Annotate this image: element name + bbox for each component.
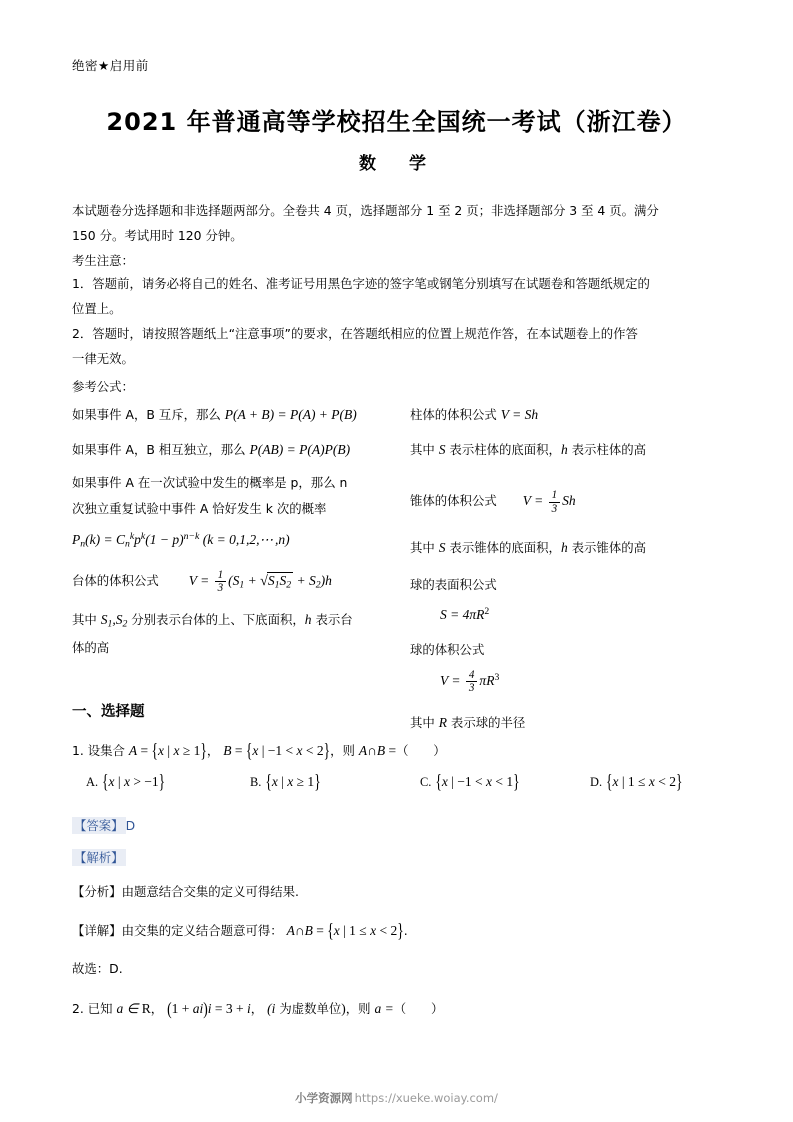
question-1-number: 1. (72, 743, 84, 759)
intro-line-2: 150 分。考试用时 120 分钟。 (72, 227, 243, 243)
question-2-sep3: ，则 (345, 1000, 371, 1016)
question-1-expr: A∩B = (358, 743, 397, 759)
formula-binomial-text-b: 次独立重复试验中事件 A 恰好发生 k 次的概率 (72, 500, 327, 516)
formula-1-math: P(A + B) = P(A) + P(B) (224, 407, 357, 423)
question-1-fenxi (72, 880, 721, 904)
xiangjie-math: A∩B = {x | 1 ≤ x < 2} (286, 919, 404, 941)
formula-binomial-math: $P_n(k) = C_n^kp^k(1 - p)^{n-k}$ (k = 0,1,2,⋯,n) (72, 530, 290, 550)
xiangjie-text: 由交集的定义结合题意可得： (121, 922, 283, 938)
subject-title: 数 学 (359, 154, 434, 174)
formula-sphere-volume-text: 球的体积公式 (410, 642, 485, 658)
formula-prism-note: 其中 S 表示柱体的底面积，h 表示柱体的高 (410, 441, 646, 457)
fenxi-text: 由题意结合交集的定义可得结果. (121, 884, 299, 900)
question-1-answer (72, 816, 721, 834)
formula-mutually-exclusive (72, 402, 402, 428)
xiangjie-end: . (403, 922, 408, 938)
page-title: 2021 年普通高等学校招生全国统一考试（浙江卷） (106, 108, 687, 136)
question-1-conclusion: 故选：D. (72, 961, 123, 977)
formula-1-text: 如果事件 A，B 互斥，那么 (72, 407, 221, 423)
formula-binomial-text-a: 如果事件 A 在一次试验中发生的概率是 p，那么 n (72, 475, 348, 491)
question-1-set-a: A = {x | x ≥ 1} (128, 739, 207, 762)
intro-line-1: 本试题卷分选择题和非选择题两部分。全卷共 4 页，选择题部分 1 至 2 页；非选择题部分 3 至 4 页。满分 (72, 203, 659, 218)
choice-b-text: {x | x ≥ 1} (265, 770, 321, 793)
watermark-logo: 小学资源网 (295, 1091, 353, 1105)
formula-4-text: 台体的体积公式 (72, 572, 159, 588)
choice-b-label: B. (250, 775, 262, 790)
formula-g1-math: V = Sh (500, 407, 539, 423)
formula-frustum-note-b: 体的高 (72, 640, 110, 656)
section-title-choice: 一、选择题 (72, 704, 145, 721)
choice-d-label: D. (590, 775, 603, 790)
question-2-cond: a ∈ R (116, 1000, 151, 1016)
formula-prism-volume (410, 402, 722, 428)
question-2-stem (72, 995, 721, 1022)
formula-sphere-note: 其中 R 表示球的半径 (410, 715, 526, 731)
question-2-expr: a = (374, 1000, 394, 1016)
choice-d[interactable] (590, 770, 683, 793)
notice-2a: 2．答题时，请按照答题纸上“注意事项”的要求，在答题纸相应的位置上规范作答，在本试题卷上的作答 (72, 325, 638, 341)
question-2-equation: (1 + ai)i = 3 + i (167, 998, 251, 1019)
formula-2-text: 如果事件 A，B 相互独立，那么 (72, 441, 246, 457)
formula-sphere-volume-math: V = $\frac{4}{3}$ $\pi R^3$ (440, 668, 500, 694)
formula-sphere-surface-text: 球的表面积公式 (410, 576, 497, 592)
question-1-prefix: 设集合 (87, 743, 125, 759)
choice-a-label: A. (86, 775, 99, 790)
notice-heading: 考生注意： (72, 252, 134, 268)
choice-c-label: C. (420, 775, 432, 790)
formula-g1-text: 柱体的体积公式 (410, 407, 497, 423)
question-1-choices (72, 770, 721, 800)
formula-column-right (410, 402, 722, 745)
question-2-sep2: ， (250, 1000, 264, 1016)
question-1-analysis-tag (72, 848, 721, 866)
question-1-xiangjie (72, 918, 721, 944)
question-1-sep1: ， (206, 743, 220, 759)
formula-2-math: P(AB) = P(A)P(B) (249, 441, 351, 457)
question-2-tail: （ ） (393, 1000, 444, 1016)
choice-c-text: {x | −1 < x < 1} (435, 770, 520, 793)
choice-b[interactable] (250, 770, 321, 793)
question-1-tail: （ ） (396, 743, 446, 759)
answer-tag: 【答案】 (74, 818, 124, 834)
formula-frustum-volume (72, 568, 402, 595)
answer-value: D (125, 818, 136, 834)
choice-a-text: {x | x > −1} (102, 770, 166, 793)
question-2-sep1: ， (150, 1000, 164, 1016)
formula-heading: 参考公式： (72, 378, 134, 394)
formula-column-left (72, 402, 402, 668)
formula-4-math: V = $\frac{1}{3}$ $(S_1 + √S_1S_2 + S_2)h$ (188, 568, 332, 595)
formula-cone-note: 其中 S 表示锥体的底面积，h 表示锥体的高 (410, 540, 646, 556)
question-1-set-b: B = {x | −1 < x < 2} (223, 739, 331, 762)
formula-cone-volume (410, 488, 722, 515)
xiangjie-tag: 【详解】 (72, 922, 122, 938)
secret-label: 绝密★启用前 (72, 58, 149, 73)
choice-a[interactable] (86, 770, 166, 793)
notice-1a: 1．答题前，请务必将自己的姓名、准考证号用黑色字迹的签字笔或钢笔分别填写在试题卷和答题纸规定的 (72, 275, 650, 291)
notice-1b: 位置上。 (72, 300, 122, 316)
analysis-tag: 【解析】 (74, 850, 124, 866)
fenxi-tag: 【分析】 (72, 884, 122, 900)
question-1-sep2: ，则 (330, 743, 355, 759)
formula-sphere-surface-math: $S = 4\pi R^2$ (440, 606, 490, 623)
formula-frustum-note-a: 其中 $S_1,S_2$ 分别表示台体的上、下底面积，h 表示台 (72, 611, 353, 630)
question-2-note: (i 为虚数单位) (267, 1000, 346, 1016)
formula-g3-text: 锥体的体积公式 (410, 493, 497, 509)
formula-independent (72, 437, 402, 463)
watermark (0, 1090, 793, 1106)
formula-g3-math: V = $\frac{1}{3}$ Sh (522, 489, 576, 515)
choice-c[interactable] (420, 770, 520, 793)
choice-d-text: {x | 1 ≤ x < 2} (606, 770, 683, 793)
watermark-url: https://xueke.woiay.com/ (354, 1091, 498, 1105)
question-2-number: 2. (72, 1000, 84, 1016)
question-2-prefix: 已知 (87, 1000, 113, 1016)
notice-2b: 一律无效。 (72, 350, 134, 366)
